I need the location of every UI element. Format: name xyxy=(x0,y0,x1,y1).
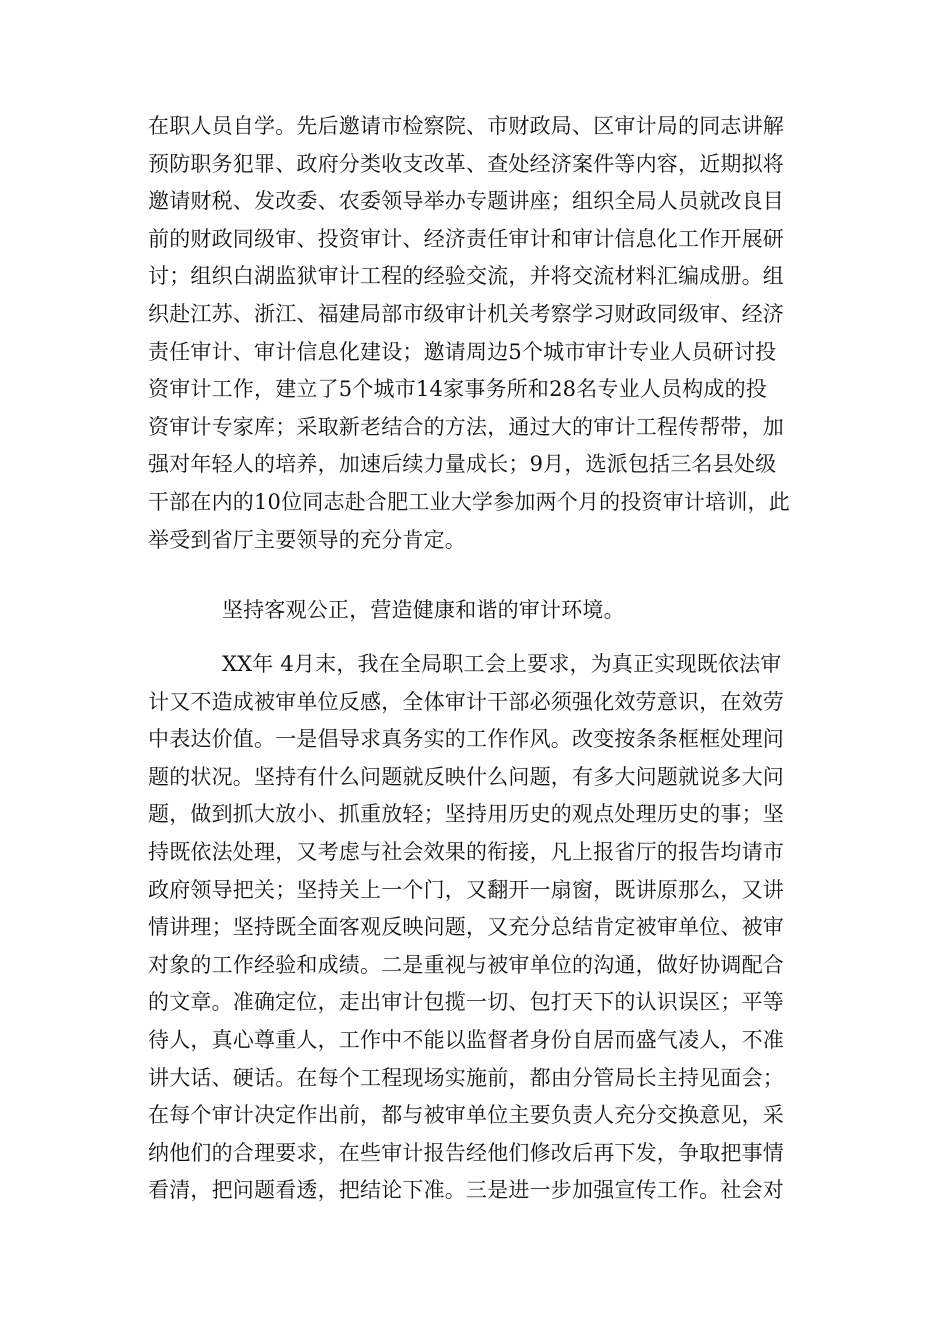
text-line: 待人，真心尊重人，工作中不能以监督者身份自居而盛气凌人，不准 xyxy=(148,1027,784,1052)
text-line: XX年 4月末，我在全局职工会上要求，为真正实现既依法审 xyxy=(222,652,782,676)
text-line: 中表达价值。一是倡导求真务实的工作作风。改变按条条框框处理问 xyxy=(148,727,784,752)
paragraph-audit-environment xyxy=(148,646,804,1210)
text-line: 讲大话、硬话。在每个工程现场实施前，都由分管局长主持见面会； xyxy=(148,1065,784,1090)
text-line: 前的财政同级审、投资审计、经济责任审计和审计信息化工作开展研 xyxy=(148,226,784,251)
text-line: 持既依法处理，又考虑与社会效果的衔接，凡上报省厅的报告均请市 xyxy=(148,839,784,864)
text-line: 计又不造成被审单位反感，全体审计干部必须强化效劳意识，在效劳 xyxy=(148,689,784,714)
text-line: 预防职务犯罪、政府分类收支改革、查处经济案件等内容，近期拟将 xyxy=(148,151,784,176)
text-line: 资审计工作，建立了5个城市14家事务所和28名专业人员构成的投 xyxy=(148,377,768,402)
text-line: 讨；组织白湖监狱审计工程的经验交流，并将交流材料汇编成册。组 xyxy=(148,264,784,289)
text-line: 政府领导把关；坚持关上一个门，又翻开一扇窗，既讲原那么，又讲 xyxy=(148,877,784,902)
text-line: 在每个审计决定作出前，都与被审单位主要负责人充分交换意见，采 xyxy=(148,1103,784,1128)
text-line: 强对年轻人的培养，加速后续力量成长；9月，选派包括三名县处级 xyxy=(148,452,777,477)
section-heading xyxy=(148,592,804,630)
text-line: 资审计专家库；采取新老结合的方法，通过大的审计工程传帮带，加 xyxy=(148,414,784,439)
text-line: 在职人员自学。先后邀请市检察院、市财政局、区审计局的同志讲解 xyxy=(148,114,784,138)
text-line: 责任审计、审计信息化建设；邀请周边5个城市审计专业人员研讨投 xyxy=(148,339,777,364)
text-line: 织赴江苏、浙江、福建局部市级审计机关考察学习财政同级审、经济 xyxy=(148,301,784,326)
text-line: 邀请财税、发改委、农委领导举办专题讲座；组织全局人员就改良目 xyxy=(148,189,784,214)
heading-line: 坚持客观公正，营造健康和谐的审计环境。 xyxy=(222,598,625,622)
text-line: 举受到省厅主要领导的充分肯定。 xyxy=(148,527,466,552)
text-line: 看清，把问题看透，把结论下准。三是进一步加强宣传工作。社会对 xyxy=(148,1178,784,1203)
text-line: 题，做到抓大放小、抓重放轻；坚持用历史的观点处理历史的事；坚 xyxy=(148,802,784,827)
text-line: 对象的工作经验和成绩。二是重视与被审单位的沟通，做好协调配合 xyxy=(148,952,784,977)
text-line: 干部在内的10位同志赴合肥工业大学参加两个月的投资审计培训，此 xyxy=(148,489,790,514)
text-line: 题的状况。坚持有什么问题就反映什么问题，有多大问题就说多大问 xyxy=(148,764,784,789)
text-line: 情讲理；坚持既全面客观反映问题，又充分总结肯定被审单位、被审 xyxy=(148,915,784,940)
paragraph-staff-training xyxy=(148,108,804,559)
text-line: 纳他们的合理要求，在些审计报告经他们修改后再下发，争取把事情 xyxy=(148,1140,784,1165)
text-line: 的文章。准确定位，走出审计包揽一切、包打天下的认识误区；平等 xyxy=(148,990,784,1015)
